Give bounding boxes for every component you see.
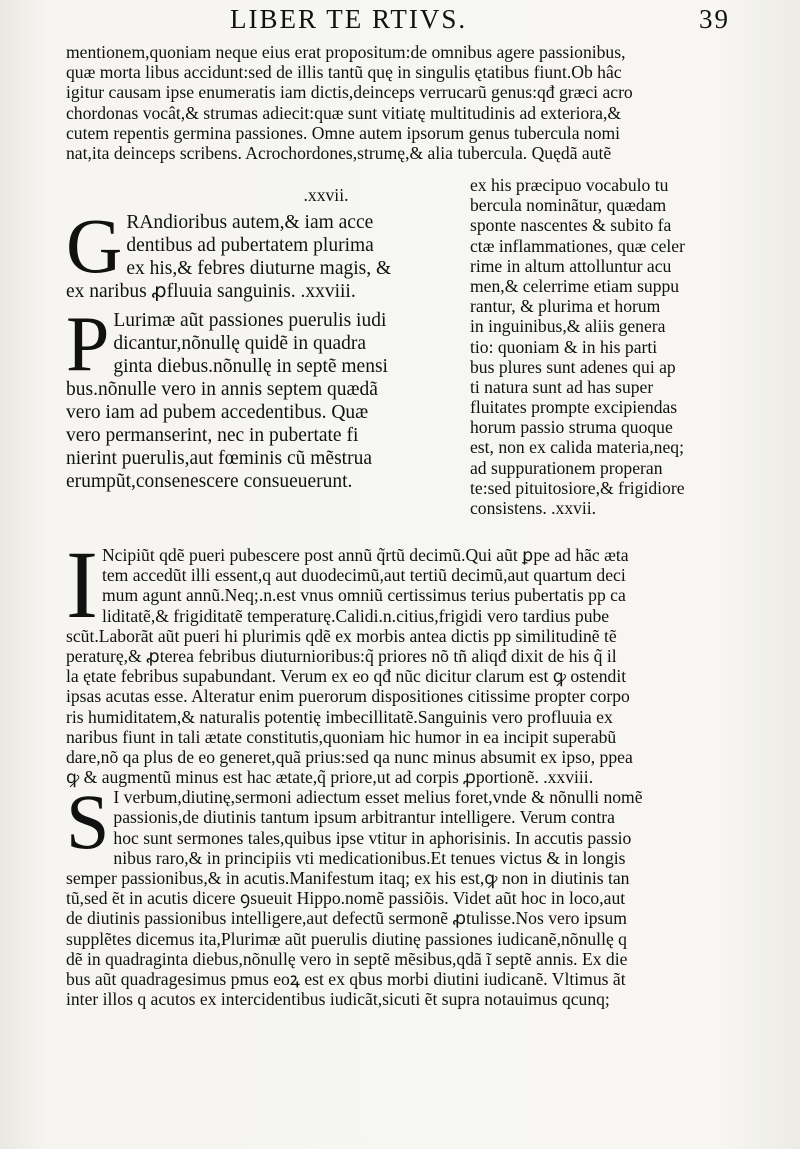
text-line: ipsas acutas esse. Alteratur enim puerorum dispositiones citissime propter corpo <box>66 686 630 707</box>
text-line: peraturę,& ꝓterea febribus diuturnioribus:q̃ priores nõ tñ aliqđ dixit de his q̃ il <box>66 645 617 666</box>
text-line: vero iam ad pubem accedentibus. Quæ <box>66 402 369 424</box>
text-line: bus aũt quadragesimus pmus eoꝝ est ex qbus morbi diutini iudicanẽ. Vltimus ãt <box>66 968 626 989</box>
text-line: tio: quoniam & in his parti <box>470 336 658 357</box>
text-line: Ncipiũt qdẽ pueri pubescere post annũ q̃rtũ decimũ.Qui aũt ꝑpe ad hãc æta <box>101 545 629 565</box>
intro-text <box>66 42 756 163</box>
text-line: mentionem,quoniam neque eius erat propositum:de omnibus agere passionibus, <box>66 42 626 62</box>
text-line: ex his præcipuo vocabulo tu <box>470 175 669 195</box>
text-line: nat,ita deinceps scribens. Acrochordones,strumę,& alia tubercula. Quędã autẽ <box>66 142 612 163</box>
text-line: rantur, & plurima et horum <box>470 296 661 317</box>
text-line: supplẽtes dicemus ita,Plurimæ aũt puerulis diutinę passiones iudicanẽ,nõnullę q <box>66 928 627 949</box>
text-line: dentibus ad pubertatem plurima <box>126 235 374 257</box>
text-line: horum passio struma quoque <box>470 417 673 438</box>
text-line: inter illos q acutos ex intercidentibus iudicãt,sicuti ẽt supra notauimus qcunq; <box>66 989 610 1010</box>
text-line: ex his,& febres diuturne magis, & <box>126 258 392 280</box>
text-line: sponte nascentes & subito fa <box>470 215 672 236</box>
text-line: rime in altum attolluntur acu <box>470 255 672 276</box>
text-line: nierint puerulis,aut fœminis cũ mẽstrua <box>66 448 372 470</box>
running-head-title: LIBER TE RTIVS. <box>230 4 468 34</box>
text-line: dẽ in quadraginta diebus,nõnullę vero in septẽ mẽsibus,qdã ĩ septẽ annis. Ex die <box>66 948 628 969</box>
paragraph-incipiunt <box>66 545 756 787</box>
text-line: de diutinis passionibus intelligere,aut defectũ sermonẽ ꝓtulisse.Nos vero ipsum <box>66 908 627 929</box>
text-line: consistens. .xxvii. <box>470 498 597 518</box>
text-line: hoc sunt sermones tales,quibus ipse vtitur in aphorisinis. In accutis passio <box>113 827 632 848</box>
text-line: ad suppurationem properan <box>470 457 663 478</box>
text-line: ex naribus ꝓfluuia sanguinis. .xxviii. <box>66 281 356 303</box>
text-line: naribus fiunt in tali ætate constitutis,quoniam hic humor in ea incipit superabũ <box>66 726 617 747</box>
drop-capital: S <box>66 778 110 866</box>
paragraph-plurimae <box>66 300 466 493</box>
text-line: nibus raro,& in principiis vti medicationibus.Et tenues victus & in longis <box>113 847 626 868</box>
text-line: I verbum,diutinę,sermoni adiectum esset melius foret,vnde & nõnulli nomẽ <box>113 787 643 808</box>
text-line: fluitates prompte excipiendas <box>470 397 678 418</box>
text-line: dare,nõ qa plus de eo generet,quã prius:sed qa nunc minus absumit ex ipso, ppea <box>66 746 633 767</box>
text-line: semper passionibus,& in acutis.Manifestum itaq; ex his est,ꝙ non in diutinis tan <box>66 868 630 888</box>
text-line: chordonas vocât,& strumas adiecit:quæ sunt vitiatę multitudinis ad exteriora,& <box>66 102 622 123</box>
text-line: est, non ex calida materia,neq; <box>470 437 684 458</box>
text-line: la ętate febribus supabundant. Verum ex eo qđ nũc dicitur clarum est ꝙ ostendit <box>66 666 627 687</box>
text-line: cutem repentis germina passiones. Omne autem ipsorum genus tubercula nomi <box>66 122 621 143</box>
text-line: bus.nõnulle vero in annis septem quædã <box>66 379 378 401</box>
text-line: ginta diebus.nõnullę in septẽ mensi <box>113 356 388 378</box>
text-line: ꝙ & augmentũ minus est hac ætate,q̃ priore,ut ad corpis ꝓportionẽ. .xxviii. <box>66 767 594 788</box>
right-column <box>470 175 760 518</box>
text-line: vero permanserint, nec in pubertate fi <box>66 425 359 447</box>
text-line: in inguinibus,& aliis genera <box>470 316 666 337</box>
text-line: erumpũt,consenescere consueuerunt. <box>66 471 353 493</box>
left-column <box>66 185 466 493</box>
text-line: ris humiditatem,& naturalis potentię imbecillitatẽ.Sanguinis vero profluuia ex <box>66 706 613 727</box>
text-line: tũ,sed ẽt in acutis dicere ꝯsueuit Hippo.nomẽ passiõis. Videt aũt hoc in loco,aut <box>66 888 626 909</box>
text-line: liditatẽ,& frigiditatẽ temperaturę.Calidi.n.citius,frigidi vero tardius pube <box>101 605 610 626</box>
text-line: ti natura sunt ad has super <box>470 376 654 397</box>
text-line: RAndioribus autem,& iam acce <box>126 212 374 234</box>
text-line: igitur causam ipse enumeratis iam dictis,deinceps verrucarũ genus:qđ græci acro <box>66 82 633 103</box>
running-head <box>230 4 760 34</box>
text-line: men,& celerrime etiam suppu <box>470 275 680 296</box>
drop-capital: P <box>66 300 110 388</box>
text-line: bercula nominãtur, quædam <box>470 195 667 216</box>
text-line: tem accedũt illi essent,q aut duodecimũ,aut tertiũ decimũ,aut quartum deci <box>101 565 626 586</box>
lower-text <box>66 545 756 1009</box>
drop-capital: G <box>66 202 123 290</box>
text-line: quæ morta libus accidunt:sed de illis tantũ quę in singulis ętatibus fiunt.Ob hâc <box>66 62 622 83</box>
text-line: bus plures sunt adenes qui ap <box>470 356 676 377</box>
text-line: scũt.Laborãt aũt pueri hi plurimis qdẽ ex morbis antea dictis pp similitudinẽ tẽ <box>66 625 617 646</box>
drop-capital: I <box>66 545 98 638</box>
page-number: 39 <box>699 4 730 34</box>
text-line: Lurimæ aũt passiones puerulis iudi <box>113 310 387 332</box>
section-number: .xxvii. <box>303 185 349 205</box>
text-line: te:sed pituitosiore,& frigidiore <box>470 477 685 498</box>
text-line: dicantur,nõnullę quidẽ in quadra <box>113 333 367 355</box>
text-line: mum agunt annũ.Neq;.n.est vnus omniũ certissimus terius pubertatis pp ca <box>101 585 626 606</box>
paragraph-si <box>66 778 756 1010</box>
text-line: passionis,de diutinis tantum ipsum arbitrantur intelligere. Verum contra <box>113 807 615 828</box>
paragraph-grandioribus <box>66 202 466 303</box>
text-line: ctæ inflammationes, quæ celer <box>470 235 685 256</box>
